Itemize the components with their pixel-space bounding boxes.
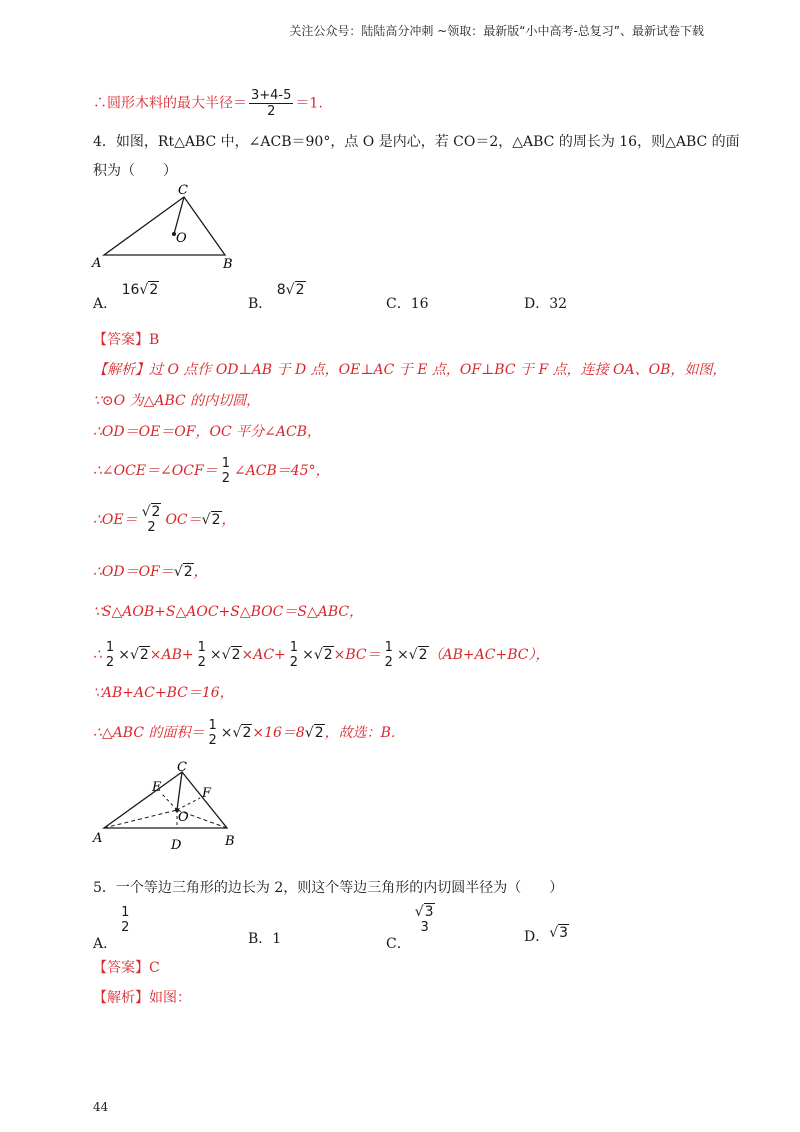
- q5-option-d: [524, 927, 569, 947]
- l5-mid: OC＝: [165, 512, 202, 528]
- q5-d-sqrt: √3: [549, 925, 569, 941]
- fig1-label-c: C: [178, 183, 188, 198]
- l6-pre: ∴OD＝OF＝: [93, 564, 174, 580]
- fig2-segment-co: [177, 772, 182, 810]
- l8-sqrt-4: √2: [408, 647, 428, 663]
- l8-sqrt-2: √2: [221, 647, 241, 663]
- l5-den: 2: [147, 520, 156, 535]
- l8-rad-4: 2: [418, 647, 428, 663]
- l8-sqrt-1: √2: [129, 647, 149, 663]
- l10-sqrt-1: √2: [232, 725, 252, 741]
- fig1-label-b: B: [223, 257, 233, 272]
- l8-pre: ∴: [93, 647, 102, 663]
- l4-num: 1: [221, 456, 230, 471]
- q5-answer-text: 【答案】C: [93, 960, 160, 976]
- q5-a-num: 1: [121, 905, 130, 920]
- l8-sqrt-3: √2: [313, 647, 333, 663]
- prev-num: 3+4-5: [251, 88, 292, 103]
- q4-option-d: D．32: [524, 296, 568, 312]
- fig1-triangle: [104, 197, 225, 255]
- q4-analysis-l10: [93, 718, 395, 748]
- l4-pre: ∴∠OCE＝∠OCF＝: [93, 463, 218, 479]
- l8-num-3: 1: [289, 640, 299, 655]
- l6-post: ，: [193, 564, 208, 580]
- fig2-label-o: O: [178, 810, 189, 825]
- fig2-label-a: A: [93, 831, 103, 846]
- l5-post: ，: [221, 512, 236, 528]
- q4-option-b: [248, 282, 306, 314]
- q4-a-sqrt: √2: [139, 282, 159, 298]
- q5-answer: [93, 958, 160, 978]
- l4-post: ∠ACB＝45°，: [233, 463, 330, 479]
- l10-rad-2: 2: [314, 725, 324, 741]
- fig2-label-d: D: [171, 838, 182, 853]
- l10-fraction: [207, 718, 219, 748]
- l4-fraction: [220, 456, 232, 486]
- l8-times-1: ×: [118, 647, 130, 663]
- q4-analysis-l9: ∵AB+AC+BC＝16，: [93, 685, 234, 701]
- l8-t4: （AB+AC+BC），: [428, 647, 550, 663]
- q5-a-label: A．: [93, 936, 118, 952]
- q5-option-a: [93, 905, 133, 952]
- l5-pre: ∴OE＝: [93, 512, 138, 528]
- q5-d-rad: 3: [559, 925, 569, 941]
- l8-t3: ×BC＝: [333, 647, 381, 663]
- l5-num: √2: [141, 504, 161, 520]
- q4-a-value: [122, 282, 160, 298]
- l5-sqrt: √2: [201, 512, 221, 528]
- q4-a-rad: 2: [149, 282, 159, 298]
- l10-rad-1: 2: [242, 725, 252, 741]
- prev-fraction: [249, 88, 293, 119]
- fig2-label-b: B: [225, 834, 235, 849]
- l6-sqrt: √2: [173, 564, 193, 580]
- q4-figure-2: [88, 760, 248, 855]
- q4-figure-1: [88, 183, 248, 273]
- q4-b-label: B．: [248, 296, 273, 312]
- l5-fraction: [140, 505, 164, 535]
- q4-analysis-l4: [93, 456, 330, 486]
- l5-num-rad: 2: [151, 504, 161, 520]
- l8-times-4: ×: [396, 647, 409, 663]
- l8-frac-1: [104, 640, 116, 670]
- page-header: 关注公众号：陆陆高分冲刺 ~领取：最新版“小中高考-总复习”、最新试卷下载: [289, 24, 704, 38]
- prev-result: ＝1.: [295, 95, 323, 112]
- q5-option-b: B．1: [248, 931, 282, 947]
- l10-pre: ∴△ABC 的面积＝: [93, 725, 205, 741]
- q4-a-coef: 16: [121, 282, 140, 298]
- q4-b-sqrt: √2: [285, 282, 305, 298]
- q4-option-c: C．16: [386, 296, 429, 312]
- q4-b-rad: 2: [295, 282, 305, 298]
- l8-frac-2: [196, 640, 208, 670]
- q5-c-fraction: [413, 905, 437, 935]
- q4-option-a: [93, 282, 159, 314]
- l4-den: 2: [221, 471, 230, 486]
- q5-a-den: 2: [121, 920, 130, 935]
- q4-b-value: [277, 282, 306, 298]
- l8-den-1: 2: [105, 655, 115, 670]
- l8-frac-4: [383, 640, 395, 670]
- l10-mid: ×16＝8: [252, 725, 305, 741]
- q5-c-den: 3: [420, 920, 429, 935]
- q5-option-c: [386, 904, 439, 952]
- fig2-dash-of: [177, 798, 200, 810]
- l6-rad: 2: [183, 564, 193, 580]
- prev-conclusion: [93, 88, 323, 119]
- prev-den: 2: [267, 104, 276, 119]
- l8-times-3: ×: [302, 647, 314, 663]
- q5-c-num: √3: [414, 904, 434, 920]
- l8-den-4: 2: [384, 655, 393, 670]
- q4-a-label: A．: [93, 296, 118, 312]
- q4-b-coef: 8: [276, 282, 286, 298]
- l8-rad-3: 2: [323, 647, 333, 663]
- l10-den: 2: [208, 733, 217, 748]
- fig2-label-c: C: [177, 760, 187, 775]
- l10-num: 1: [208, 718, 217, 733]
- q4-stem-line2: 积为（ ）: [93, 163, 177, 179]
- q4-analysis-l8: [93, 640, 549, 670]
- q4-analysis-l2: ∵⊙O 为△ABC 的内切圆，: [93, 393, 261, 409]
- l8-den-3: 2: [289, 655, 299, 670]
- q5-d-label: D．: [524, 929, 550, 945]
- q5-c-label: C．: [386, 936, 411, 952]
- q4-analysis-l1: 【解析】过 O 点作 OD⊥AB 于 D 点，OE⊥AC 于 E 点，OF⊥BC 于 F 点，连接 OA、OB，如图，: [93, 362, 727, 378]
- q4-answer: 【答案】B: [93, 332, 160, 348]
- l8-num-2: 1: [197, 640, 206, 655]
- q4-analysis-l7: ∵S△AOB+S△AOC+S△BOC＝S△ABC，: [93, 604, 364, 620]
- l10-post: ，故选：B.: [324, 725, 396, 741]
- q5-analysis: 【解析】如图：: [93, 990, 191, 1006]
- l8-t2: ×AC+: [241, 647, 286, 663]
- fig1-label-o: O: [176, 231, 187, 246]
- fig2-label-f: F: [202, 786, 212, 801]
- l8-t1: ×AB+: [149, 647, 194, 663]
- l8-den-2: 2: [197, 655, 206, 670]
- l8-num-4: 1: [384, 640, 393, 655]
- prev-text: ∴圆形木料的最大半径＝: [93, 95, 247, 112]
- fig2-dash-oa: [104, 810, 177, 828]
- l8-rad-2: 2: [231, 647, 241, 663]
- q5-c-rad: 3: [424, 904, 434, 920]
- q4-analysis-l3: ∴OD＝OE＝OF，OC 平分∠ACB，: [93, 424, 321, 440]
- page-number: 44: [93, 1100, 109, 1114]
- l10-times: ×: [220, 725, 233, 741]
- q4-analysis-l5: [93, 505, 236, 535]
- fig1-label-a: A: [92, 256, 102, 271]
- q5-stem: 5．一个等边三角形的边长为 2，则这个等边三角形的内切圆半径为（ ）: [93, 880, 564, 896]
- l8-num-1: 1: [105, 640, 115, 655]
- q4-analysis-l6: [93, 562, 208, 582]
- l5-rad: 2: [211, 512, 221, 528]
- fig2-dash-oe: [162, 794, 177, 810]
- l10-sqrt-2: √2: [304, 725, 324, 741]
- l8-frac-3: [288, 640, 300, 670]
- q4-stem-line1: 4．如图，Rt△ABC 中，∠ACB＝90°，点 O 是内心，若 CO＝2，△ABC 的周长为 16，则△ABC 的面: [93, 134, 740, 150]
- q5-a-fraction: [119, 905, 131, 935]
- l8-times-2: ×: [209, 647, 222, 663]
- fig2-label-e: E: [152, 780, 162, 795]
- l8-rad-1: 2: [139, 647, 149, 663]
